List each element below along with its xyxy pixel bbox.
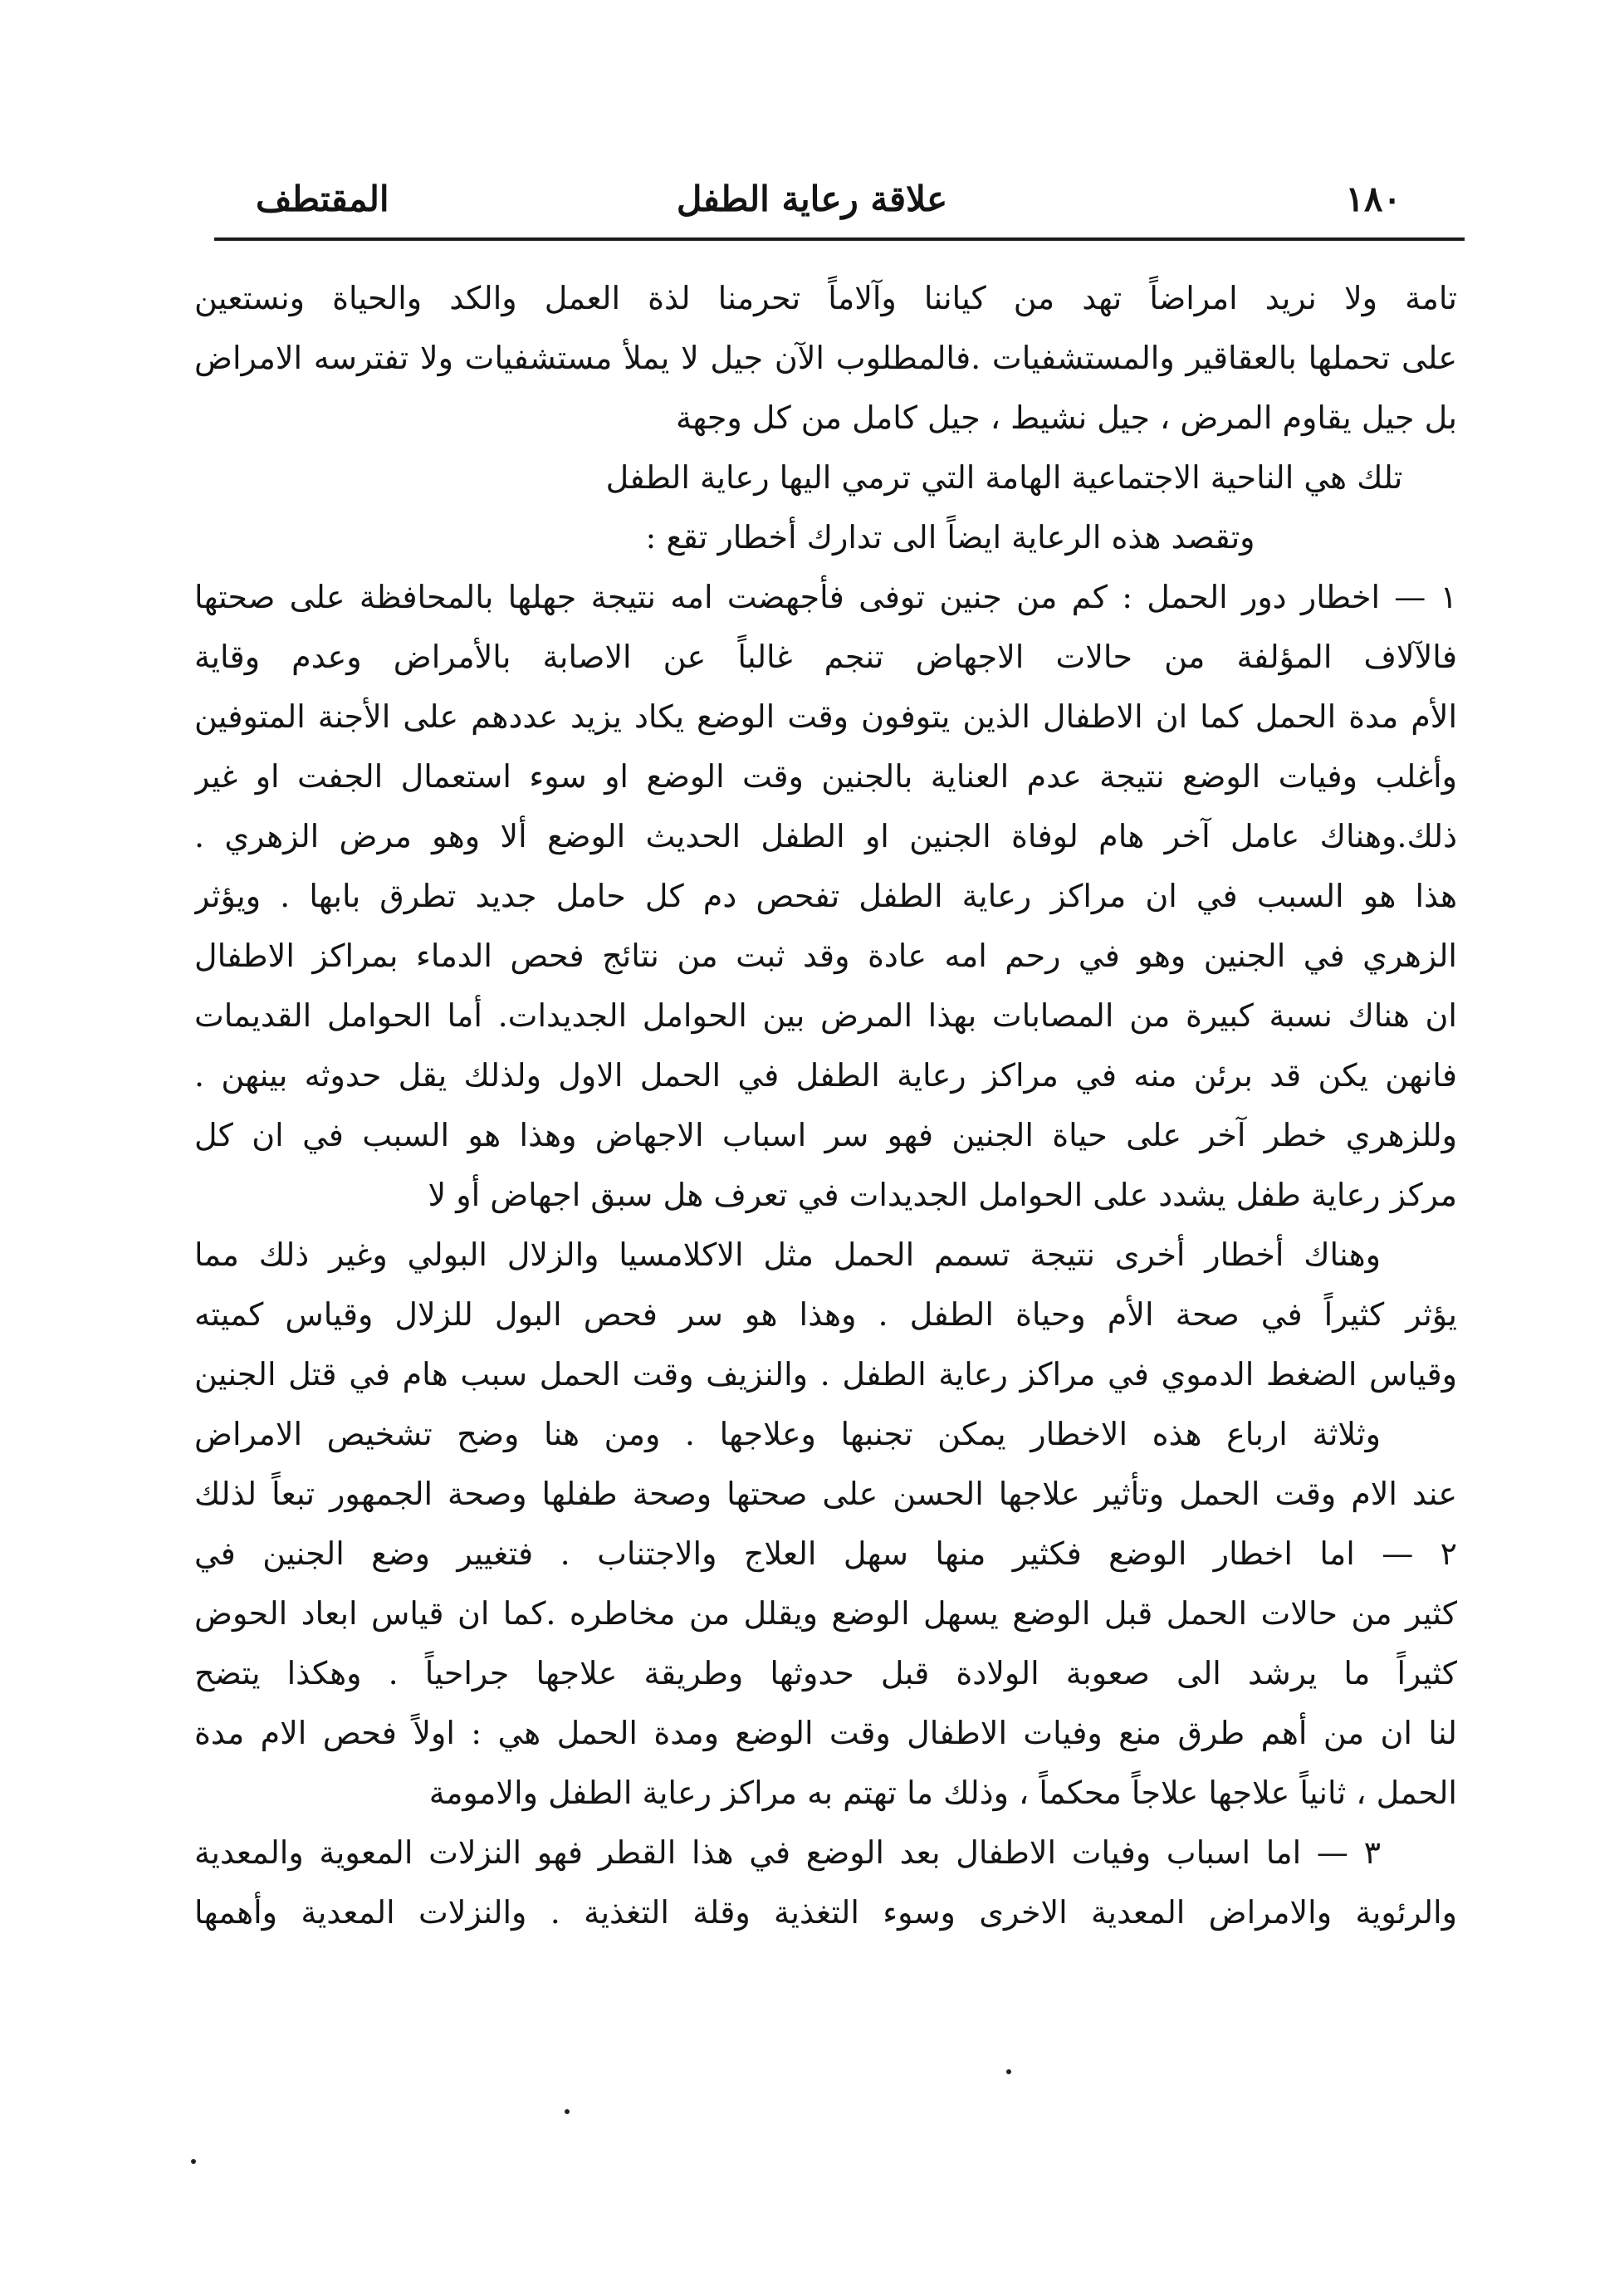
text-line: الأم مدة الحمل كما ان الاطفال الذين يتوفون وقت الوضع يكاد يزيد عددهم على الأجنة المتوفين [194, 698, 1457, 735]
text-line: وقياس الضغط الدموي في مراكز رعاية الطفل . والنزيف وقت الحمل سبب هام في قتل الجنين [194, 1356, 1457, 1393]
text-line: الزهري في الجنين وهو في رحم امه عادة وقد ثبت من نتائج فحص الدماء بمراكز الاطفال [194, 937, 1457, 974]
text-line: وأغلب وفيات الوضع نتيجة عدم العناية بالجنين وقت الوضع او سوء استعمال الجفت او غير [194, 758, 1457, 795]
journal-name: المقتطف [256, 179, 389, 219]
text-line: ١ — اخطار دور الحمل : كم من جنين توفى فأجهضت امه نتيجة جهلها بالمحافظة على صحتها [194, 579, 1457, 615]
text-line: مركز رعاية طفل يشدد على الحوامل الجديدات في تعرف هل سبق اجهاض أو لا [428, 1177, 1457, 1213]
text-line: ان هناك نسبة كبيرة من المصابات بهذا المرض بين الحوامل الجديدات. أما الحوامل القديمات [194, 997, 1457, 1034]
body-text [194, 268, 1457, 1942]
text-line: والرئوية والامراض المعدية الاخرى وسوء التغذية وقلة التغذية . والنزلات المعدية وأهمها [194, 1894, 1457, 1931]
text-line: فالآلاف المؤلفة من حالات الاجهاض تنجم غالباً عن الاصابة بالأمراض وعدم وقاية [194, 639, 1457, 675]
text-line: كثيراً ما يرشد الى صعوبة الولادة قبل حدوثها وطريقة علاجها جراحياً . وهكذا يتضح [194, 1655, 1457, 1691]
text-line: على تحملها بالعقاقير والمستشفيات .فالمطلوب الآن جيل لا يملأ مستشفيات ولا تفترسه الامراض [194, 340, 1457, 376]
text-line: وهناك أخطار أخرى نتيجة تسمم الحمل مثل الاكلامسيا والزلال البولي وغير ذلك مما [194, 1236, 1381, 1273]
text-line: وثلاثة ارباع هذه الاخطار يمكن تجنبها وعلاجها . ومن هنا وضح تشخيص الامراض [194, 1416, 1381, 1452]
text-line: لنا ان من أهم طرق منع وفيات الاطفال وقت الوضع ومدة الحمل هي : اولاً فحص الام مدة [194, 1715, 1457, 1751]
text-line: هذا هو السبب في ان مراكز رعاية الطفل تفحص دم كل حامل جديد تطرق بابها . ويؤثر [194, 878, 1457, 914]
text-line: ذلك.وهناك عامل آخر هام لوفاة الجنين او الطفل الحديث الوضع ألا وهو مرض الزهري . [194, 818, 1457, 854]
text-line: فانهن يكن قد برئن منه في مراكز رعاية الطفل في الحمل الاول ولذلك يقل حدوثه بينهن . [194, 1057, 1457, 1094]
text-line: تامة ولا نريد امراضاً تهد من كياننا وآلاماً تحرمنا لذة العمل والكد والحياة ونستعين [194, 280, 1457, 316]
print-speck [1006, 2069, 1011, 2074]
print-speck [565, 2109, 570, 2114]
text-line: يؤثر كثيراً في صحة الأم وحياة الطفل . وهذا هو سر فحص البول للزلال وقياس كميته [194, 1296, 1457, 1333]
text-line: تلك هي الناحية الاجتماعية الهامة التي ترمي اليها رعاية الطفل [605, 459, 1403, 496]
text-line: عند الام وقت الحمل وتأثير علاجها الحسن على صحتها وصحة طفلها وصحة الجمهور تبعاً لذلك [194, 1476, 1457, 1512]
header-rule [214, 237, 1465, 241]
text-line: وللزهري خطر آخر على حياة الجنين فهو سر اسباب الاجهاض وهذا هو السبب في ان كل [194, 1117, 1457, 1153]
page-number: ١٨٠ [1345, 179, 1401, 219]
text-line: ٣ — اما اسباب وفيات الاطفال بعد الوضع في هذا القطر فهو النزلات المعوية والمعدية [194, 1834, 1381, 1871]
text-line: ٢ — اما اخطار الوضع فكثير منها سهل العلاج والاجتناب . فتغيير وضع الجنين في [194, 1535, 1457, 1572]
text-line: بل جيل يقاوم المرض ، جيل نشيط ، جيل كامل من كل وجهة [675, 399, 1457, 436]
running-title: علاقة رعاية الطفل [676, 179, 948, 219]
print-speck [191, 2159, 196, 2164]
text-line: كثير من حالات الحمل قبل الوضع يسهل الوضع ويقلل من مخاطره .كما ان قياس ابعاد الحوض [194, 1595, 1457, 1632]
text-line: وتقصد هذه الرعاية ايضاً الى تدارك أخطار تقع : [645, 519, 1255, 556]
text-line: الحمل ، ثانياً علاجها علاجاً محكماً ، وذلك ما تهتم به مراكز رعاية الطفل والامومة [428, 1775, 1457, 1811]
